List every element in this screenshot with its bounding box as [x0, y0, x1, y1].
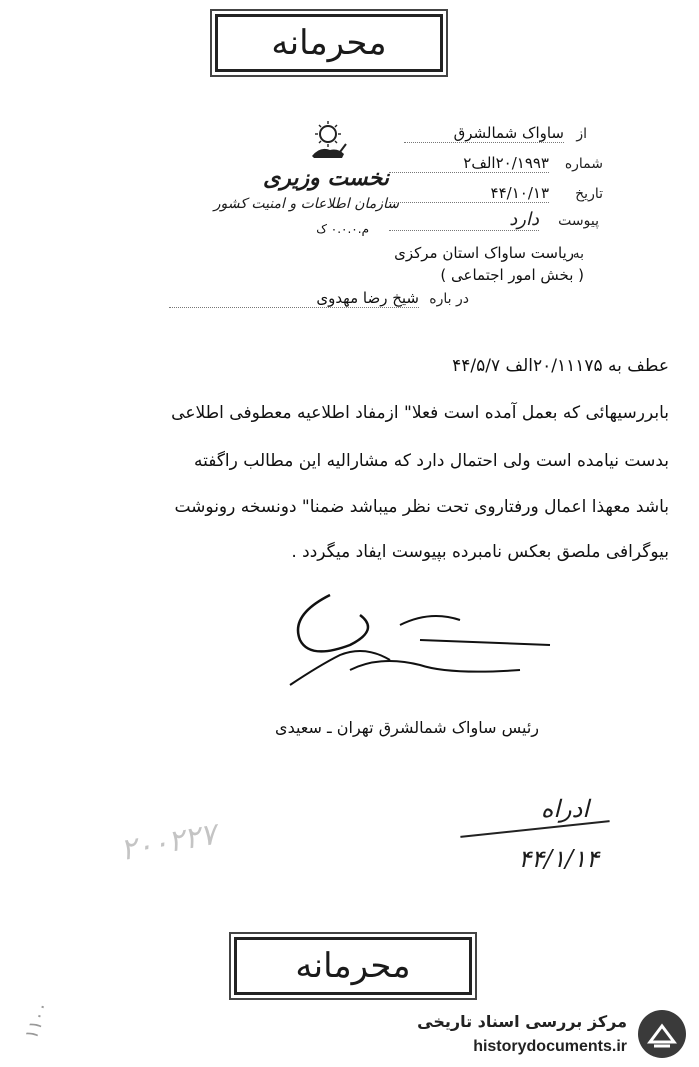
from-label: از — [576, 126, 587, 142]
handwritten-signature — [270, 585, 560, 695]
confidential-stamp-top — [215, 14, 443, 72]
reference-line: عطف به ۲۰/۱۱۱۷۵الف ۴۴/۵/۷ — [452, 356, 669, 376]
subject-label: در باره — [429, 291, 469, 307]
confidential-stamp-text: محرمانه — [271, 23, 387, 63]
body-line: بابررسیهائی که بعمل آمده است فعلا" ازمفاد اطلاعیه معطوفی اطلاعی — [171, 403, 669, 423]
side-number: ۱۱۰۰ — [20, 998, 54, 1043]
agency-subtitle: سازمان اطلاعات و امنیت کشور — [213, 196, 399, 212]
confidential-stamp-bottom — [234, 937, 472, 995]
subject-value: شیخ رضا مهدوی — [169, 289, 419, 308]
to-label: به — [572, 246, 584, 262]
attachment-label: پیوست — [558, 213, 599, 229]
number-value: ۲۰/۱۹۹۳الف۲ — [389, 154, 549, 173]
signature-caption: رئیس ساواک شمالشرق تهران ـ سعیدی — [275, 718, 539, 737]
marginal-note-line2: ۴۴/۱/۱۴ — [518, 845, 599, 873]
to-department: ( بخش امور اجتماعی ) — [440, 266, 584, 284]
body-line: بدست نیامده است ولی احتمال دارد که مشارالیه این مطالب راگفته — [193, 451, 669, 471]
from-value: ساواک شمالشرق — [404, 124, 564, 143]
confidential-stamp-text: محرمانه — [295, 946, 411, 986]
lion-and-sun-emblem-icon — [306, 118, 350, 162]
agency-code: م.۰.۰.۰ ک — [316, 222, 369, 236]
body-line: بیوگرافی ملصق بعکس نامبرده بپیوست ایفاد میگردد . — [291, 542, 669, 562]
marginal-note-underline — [460, 820, 609, 838]
attachment-value: دارد — [389, 209, 539, 231]
archive-number: ۲۰۰۲۲۷ — [117, 816, 219, 869]
watermark-title: مرکز بررسی اسناد تاریخی — [417, 1012, 627, 1031]
number-label: شماره — [564, 156, 603, 172]
agency-title: نخست وزیری — [263, 165, 389, 191]
to-value: ریاست ساواک استان مرکزی — [394, 244, 574, 262]
body-line: باشد معهذا اعمال ورفتاروی تحت نظر میباشد ضمنا" دونسخه رونوشت — [174, 497, 669, 517]
marginal-note-line1: ادراه — [540, 795, 589, 823]
watermark-logo-icon — [636, 1008, 688, 1060]
watermark-url: historydocuments.ir — [473, 1038, 627, 1055]
date-label: تاریخ — [575, 186, 603, 202]
date-value: ۴۴/۱۰/۱۳ — [389, 184, 549, 203]
